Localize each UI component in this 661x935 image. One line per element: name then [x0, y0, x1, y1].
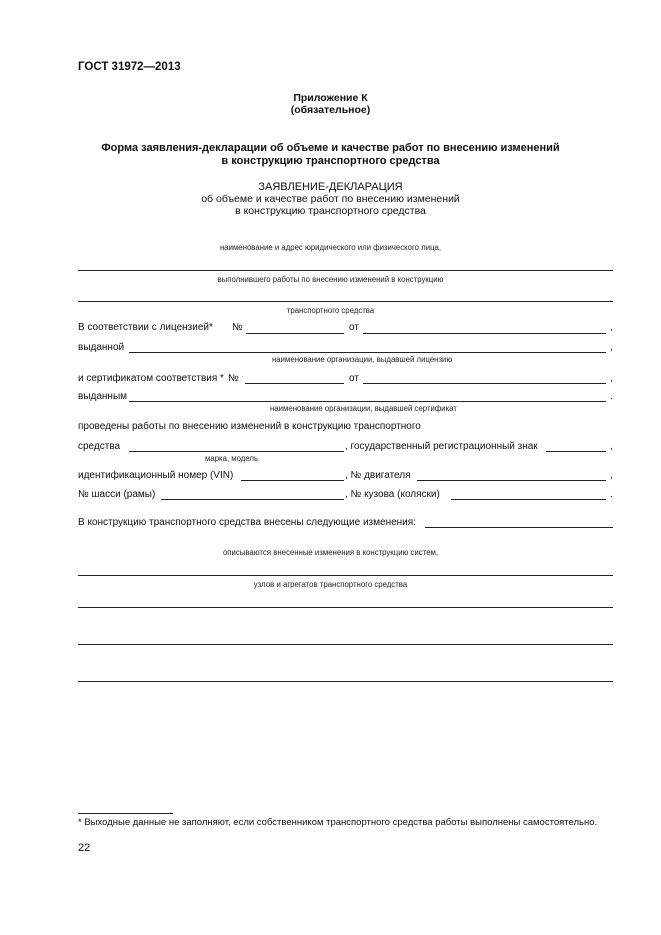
comma: ,	[610, 322, 613, 333]
changes-field-2[interactable]	[78, 575, 613, 576]
blank-line-performed[interactable]	[78, 301, 613, 302]
changes-field-1[interactable]	[425, 527, 613, 528]
caption-units: узлов и агрегатов транспортного средства	[253, 580, 408, 589]
certificate-number-field[interactable]	[245, 383, 344, 384]
comma: ,	[610, 342, 613, 353]
comma: ,	[610, 470, 613, 481]
page-number: 22	[78, 842, 91, 854]
license-from-label: от	[349, 322, 359, 333]
license-date-field[interactable]	[363, 333, 606, 334]
reg-sign-label: , государственный регистрационный знак	[345, 441, 538, 452]
comma: ,	[610, 373, 613, 384]
declaration-subtitle-1: об объеме и качестве работ по внесению изменений	[201, 193, 460, 205]
appendix-title: Приложение К	[293, 92, 368, 104]
form-title-line2: в конструкцию транспортного средства	[221, 155, 440, 167]
make-model-field[interactable]	[129, 451, 344, 452]
standard-code: ГОСТ 31972—2013	[78, 61, 181, 73]
issued2-label: выданным	[78, 391, 128, 402]
works-label: проведены работы по внесению изменений в конструкцию транспортного	[78, 421, 421, 432]
reg-sign-field[interactable]	[546, 451, 606, 452]
chassis-field[interactable]	[161, 499, 344, 500]
caption-make-model: марка, модель	[205, 454, 259, 463]
chassis-label: № шасси (рамы)	[78, 489, 156, 500]
changes-field-3[interactable]	[78, 607, 613, 608]
caption-changes-desc: описываются внесенные изменения в конструкцию систем,	[222, 548, 439, 557]
changes-label: В конструкцию транспортного средства внесены следующие изменения:	[78, 517, 416, 528]
changes-field-5[interactable]	[78, 681, 613, 682]
body-field[interactable]	[451, 499, 606, 500]
body-label: , № кузова (коляски)	[345, 489, 440, 500]
certificate-label: и сертификатом соответствия *	[78, 373, 224, 384]
period: .	[610, 391, 613, 402]
period: .	[610, 489, 613, 500]
caption-performed: выполнившего работы по внесению изменений в конструкцию	[217, 275, 444, 284]
engine-label: , № двигателя	[345, 470, 411, 481]
issued-label: выданной	[78, 342, 125, 353]
caption-name-address: наименование и адрес юридического или физического лица,	[219, 243, 442, 252]
footnote-separator	[78, 813, 173, 814]
caption-vehicle: транспортного средства	[286, 306, 375, 315]
vin-field[interactable]	[241, 480, 344, 481]
vehicle-word-label: средства	[78, 441, 121, 452]
caption-license-org: наименование организации, выдавшей лицензию	[272, 355, 453, 364]
footnote: * Выходные данные не заполняют, если собственником транспортного средства работы выполнены самостоятельно.	[78, 817, 598, 828]
license-label: В соответствии с лицензией*	[78, 322, 213, 333]
declaration-subtitle-2: в конструкцию транспортного средства	[235, 205, 426, 217]
certificate-date-field[interactable]	[363, 383, 606, 384]
license-number-field[interactable]	[246, 333, 344, 334]
appendix-status: (обязательное)	[290, 104, 371, 116]
engine-field[interactable]	[417, 480, 606, 481]
license-no-label: №	[232, 322, 243, 333]
certificate-no-label: №	[228, 373, 239, 384]
form-title-line1: Форма заявления-декларации об объеме и качестве работ по внесению изменений	[101, 142, 560, 154]
changes-field-4[interactable]	[78, 644, 613, 645]
vin-label: идентификационный номер (VIN)	[78, 470, 234, 481]
caption-cert-org: наименование организации, выдавшей сертификат	[270, 404, 457, 413]
license-org-field[interactable]	[129, 352, 606, 353]
declaration-title: ЗАЯВЛЕНИЕ-ДЕКЛАРАЦИЯ	[258, 181, 403, 193]
blank-line-name[interactable]	[78, 270, 613, 271]
comma: ,	[610, 441, 613, 452]
certificate-org-field[interactable]	[129, 401, 606, 402]
certificate-from-label: от	[349, 373, 359, 384]
